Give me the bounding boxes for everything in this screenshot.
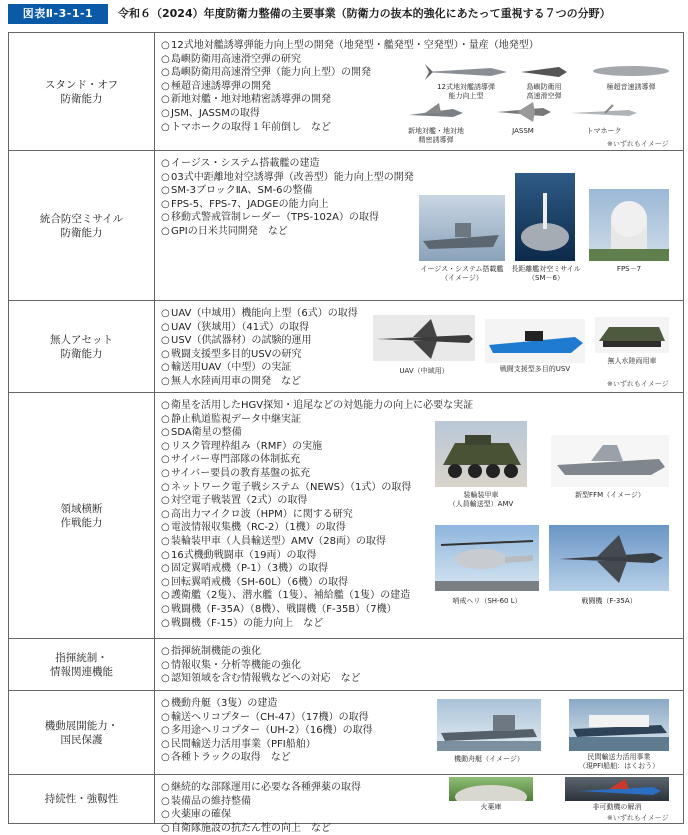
- list-item: ○輸送ヘリコプター（CH-47）（17機）の取得: [161, 711, 369, 723]
- item-list: [161, 645, 431, 686]
- list-item: ○認知領域を含む情報戦などへの対応 など: [161, 673, 361, 685]
- list-item: ○UAV（狭域用）（41式）の取得: [161, 321, 310, 333]
- image-caption: 非可動機の解消: [592, 803, 642, 811]
- category-cell: 持続性・強靱性: [9, 775, 155, 823]
- precision-missile-illustration: [405, 101, 465, 127]
- image-caption: 12式地対艦誘導弾 能力向上型: [437, 83, 495, 100]
- list-item: ○回転翼哨戒機（SH-60L）（6機）の取得: [161, 576, 349, 588]
- aegis-ship-image: [419, 195, 505, 261]
- list-item: ○衛星を活用したHGV探知・追尾などの対処能力の向上に必要な実証: [161, 400, 474, 411]
- list-item: ○GPIの日米共同開発 など: [161, 225, 288, 237]
- image-caption: 新型FFM（イメージ）: [575, 491, 645, 499]
- list-item: ○機動舟艇（3隻）の建造: [161, 698, 278, 709]
- image-caption: 戦闘機（F-35A）: [581, 597, 637, 605]
- list-item: ○サイバー要員の教育基盤の拡充: [161, 467, 311, 479]
- item-list: [161, 697, 431, 765]
- list-item: ○火薬庫の確保: [161, 809, 231, 821]
- sh60l-helicopter-image: [435, 525, 539, 591]
- category-cell: 機動展開能力・ 国民保護: [9, 691, 155, 774]
- uav-image: [373, 315, 475, 361]
- list-item: ○極超音速誘導弾の開発: [161, 80, 271, 92]
- pfi-ship-image: [569, 699, 669, 751]
- amphibious-vehicle-image: [595, 317, 669, 353]
- image-note: ※いずれもイメージ: [607, 140, 669, 148]
- image-caption: 無人水陸両用車: [607, 357, 657, 365]
- ffm-image: [551, 435, 669, 487]
- category-cell: 領域横断 作戦能力: [9, 393, 155, 638]
- category-cell: 無人アセット 防衛能力: [9, 301, 155, 392]
- list-item: ○電波情報収集機（RC-2）（1機）の取得: [161, 522, 346, 534]
- missile-illustration: [421, 61, 511, 83]
- list-item: ○イージス・システム搭載艦の建造: [161, 158, 320, 169]
- figure-title: 令和６（2024）年度防衛力整備の主要事業（防衛力の抜本的強化にあたって重視する７つの分野）: [118, 7, 611, 20]
- amv-image: [435, 421, 527, 487]
- list-item: ○静止軌道監視データ中継実証: [161, 413, 301, 425]
- item-list: [161, 39, 539, 134]
- list-item: ○移動式警戒管制レーダー（TPS-102A）の取得: [161, 212, 380, 224]
- list-item: ○無人水陸両用車の開発 など: [161, 375, 301, 387]
- list-item: ○情報収集・分析等機能の強化: [161, 659, 301, 671]
- landing-craft-image: [437, 699, 541, 751]
- image-caption: 島嶼防衛用 高速滑空弾: [526, 83, 562, 100]
- list-item: ○FPS-5、FPS-7、JADGEの能力向上: [161, 198, 329, 210]
- aircraft-maintenance-image: [565, 777, 669, 801]
- ammo-depot-image: [449, 777, 533, 801]
- list-item: ○新地対艦・地対地精密誘導弾の開発: [161, 94, 331, 106]
- f35a-image: [549, 525, 669, 591]
- image-caption: イージス・システム搭載艦 （イメージ）: [420, 265, 504, 282]
- image-caption: 機動舟艇（イメージ）: [454, 755, 524, 763]
- image-caption: JASSM: [512, 127, 534, 135]
- list-item: ○各種トラックの取得 など: [161, 752, 291, 764]
- table-row-cross-domain: [9, 393, 683, 639]
- category-cell: 指揮統制・ 情報関連機能: [9, 639, 155, 690]
- image-caption: 長距離艦対空ミサイル （SM－6）: [511, 265, 581, 282]
- figure-header: [0, 0, 688, 30]
- category-cell: スタンド・オフ 防衛能力: [9, 33, 155, 150]
- fps7-radar-image: [589, 189, 669, 261]
- table-row-air-missile-defense: [9, 151, 683, 301]
- list-item: ○JSM、JASSMの取得: [161, 107, 260, 119]
- list-item: ○継続的な部隊運用に必要な各種弾薬の取得: [161, 782, 361, 793]
- list-item: ○対空電子戦装置（2式）の取得: [161, 495, 308, 507]
- list-item: ○ネットワーク電子戦システム（NEWS）（1式）の取得: [161, 481, 412, 493]
- list-item: ○島嶼防衛用高速滑空弾（能力向上型）の開発: [161, 67, 371, 79]
- image-caption: トマホーク: [586, 127, 622, 135]
- list-item: ○島嶼防衛用高速滑空弾の研究: [161, 53, 301, 65]
- item-list: [161, 157, 431, 239]
- list-item: ○装備品の維持整備: [161, 795, 251, 807]
- list-item: ○SDA衛星の整備: [161, 427, 242, 439]
- image-caption: 哨戒ヘリ（SH-60 L）: [452, 597, 522, 605]
- sm6-launch-image: [515, 173, 575, 261]
- list-item: ○自衛隊施設の抗たん性の向上 など: [161, 822, 331, 834]
- tomahawk-illustration: [569, 103, 639, 123]
- image-caption: 民間輸送力活用事業 （現PFI船舶：はくおう）: [578, 753, 660, 770]
- list-item: ○12式地対艦誘導弾能力向上型の開発（地発型・艦発型・空発型）・量産（地発型）: [161, 40, 539, 51]
- table-row-unmanned-assets: [9, 301, 683, 393]
- table-row-mobility-civil-protection: [9, 691, 683, 775]
- list-item: ○固定翼哨戒機（P-1）（3機）の取得: [161, 563, 329, 575]
- list-item: ○護衛艦（2隻）、潜水艦（1隻）、補給艦（1隻）の建造: [161, 590, 411, 602]
- usv-image: [485, 319, 585, 363]
- projects-table: [8, 32, 684, 834]
- list-item: ○16式機動戦闘車（19両）の取得: [161, 549, 317, 561]
- list-item: ○多用途ヘリコプター（UH-2）（16機）の取得: [161, 725, 373, 737]
- list-item: ○リスク管理枠組み（RMF）の実施: [161, 440, 323, 452]
- table-row-sustainability-resilience: [9, 775, 683, 834]
- image-caption: 極超音速誘導弾: [606, 83, 656, 91]
- list-item: ○サイバー専門部隊の体制拡充: [161, 454, 301, 466]
- list-item: ○民間輸送力活用事業（PFI船舶）: [161, 738, 316, 750]
- list-item: ○装輪装甲車（人員輸送型）AMV（28両）の取得: [161, 535, 387, 547]
- image-caption: 火薬庫: [480, 803, 502, 811]
- list-item: ○戦闘機（F-35A）（8機）、戦闘機（F-35B）（7機）: [161, 603, 397, 615]
- image-caption: UAV（中域用）: [399, 367, 449, 375]
- table-row-standoff: [9, 33, 683, 151]
- list-item: ○USV（供試器材）の試験的運用: [161, 335, 312, 347]
- image-caption: 新地対艦・地対地 精密誘導弾: [408, 127, 464, 144]
- category-cell: 統合防空ミサイル 防衛能力: [9, 151, 155, 300]
- table-row-command-control: [9, 639, 683, 691]
- hypersonic-missile-illustration: [591, 61, 671, 81]
- image-note: ※いずれもイメージ: [607, 380, 669, 388]
- glide-vehicle-illustration: [519, 61, 569, 83]
- list-item: ○トマホークの取得１年前倒し など: [161, 121, 331, 133]
- figure-number-badge: 図表Ⅱ-3-1-1: [8, 4, 108, 24]
- jassm-illustration: [493, 99, 553, 125]
- list-item: ○戦闘支援型多目的USVの研究: [161, 348, 302, 360]
- list-item: ○SM-3ブロックⅡA、SM-6の整備: [161, 185, 313, 197]
- item-list: [161, 399, 474, 630]
- list-item: ○戦闘機（F-15）の能力向上 など: [161, 617, 324, 629]
- list-item: ○高出力マイクロ波（HPM）に関する研究: [161, 508, 353, 520]
- image-note: ※いずれもイメージ: [607, 814, 669, 822]
- image-caption: 装輪装甲車 （人員輸送型）AMV: [448, 491, 514, 508]
- list-item: ○輸送用UAV（中型）の実証: [161, 362, 292, 374]
- list-item: ○UAV（中域用）機能向上型（6式）の取得: [161, 308, 358, 319]
- list-item: ○指揮統制機能の強化: [161, 646, 261, 657]
- image-caption: FPS－7: [616, 265, 642, 273]
- list-item: ○03式中距離地対空誘導弾（改善型）能力向上型の開発: [161, 171, 414, 183]
- image-caption: 戦闘支援型多目的USV: [499, 365, 571, 373]
